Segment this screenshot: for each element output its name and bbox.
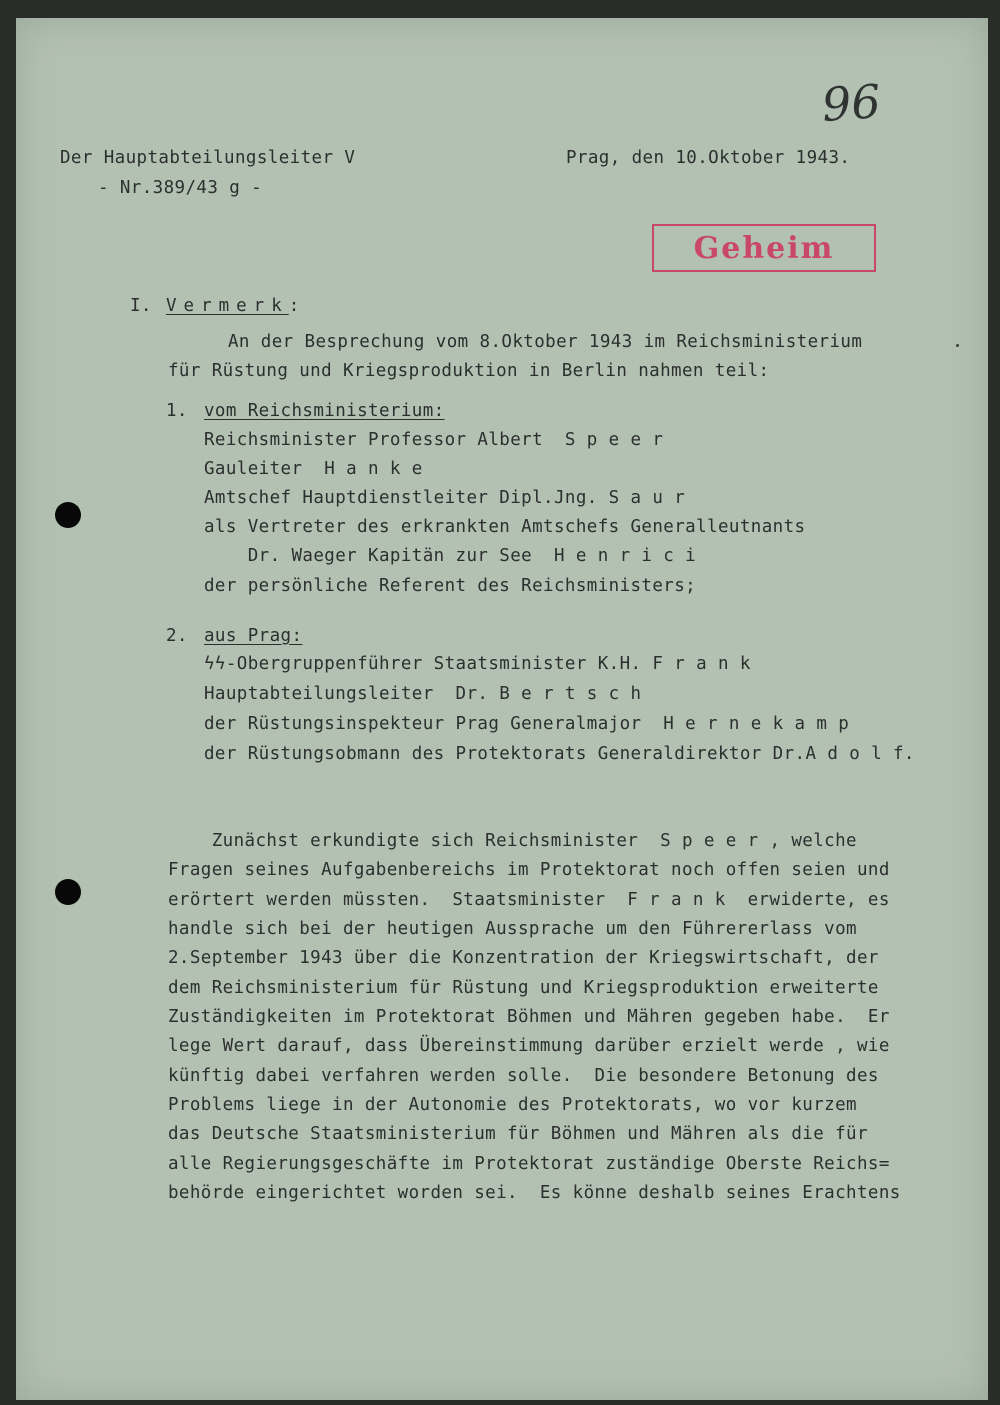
place-date: Prag, den 10.Oktober 1943.: [566, 148, 851, 168]
vermerk-title: Vermerk: [166, 296, 289, 316]
body-line: Zuständigkeiten im Protektorat Böhmen und Mähren gegeben habe. Er: [168, 1007, 890, 1027]
participant-line: als Vertreter des erkrankten Amtschefs Generalleutnants: [204, 517, 806, 537]
participant-line: Dr. Waeger Kapitän zur See H e n r i c i: [204, 546, 697, 566]
section1-number: 1.: [166, 401, 188, 421]
body-line: alle Regierungsgeschäfte im Protektorat zuständige Oberste Reichs=: [168, 1154, 890, 1174]
section1-heading: vom Reichsministerium:: [204, 401, 445, 421]
sender-title: Der Hauptabteilungsleiter V: [60, 148, 356, 168]
participant-line: ϟϟ-Obergruppenführer Staatsminister K.H. F r a n k: [204, 654, 751, 674]
stamp-text: Geheim: [693, 230, 835, 266]
body-line: 2.September 1943 über die Konzentration der Kriegswirtschaft, der: [168, 948, 879, 968]
body-line: Problems liege in der Autonomie des Protektorats, wo vor kurzem: [168, 1095, 857, 1115]
participant-line: der Rüstungsobmann des Protektorats Generaldirektor Dr.A d o l f.: [204, 744, 915, 764]
section2-number: 2.: [166, 626, 188, 646]
secret-stamp: [652, 224, 876, 272]
body-line: erörtert werden müssten. Staatsminister F r a n k erwiderte, es: [168, 890, 890, 910]
body-line: das Deutsche Staatsministerium für Böhmen und Mähren als die für: [168, 1124, 868, 1144]
section2-heading: aus Prag:: [204, 626, 303, 646]
participant-line: Reichsminister Professor Albert S p e e r: [204, 430, 664, 450]
page-number: 96: [820, 74, 883, 132]
participant-line: Gauleiter H a n k e: [204, 459, 423, 479]
intro-line: für Rüstung und Kriegsproduktion in Berlin nahmen teil:: [168, 361, 770, 381]
participant-line: Hauptabteilungsleiter Dr. B e r t s c h: [204, 684, 642, 704]
intro-line: An der Besprechung vom 8.Oktober 1943 im Reichsministerium: [228, 332, 863, 352]
reference-number: - Nr.389/43 g -: [98, 178, 263, 198]
body-line: lege Wert darauf, dass Übereinstimmung darüber erzielt werde , wie: [168, 1036, 890, 1056]
vermerk-number: I.: [130, 296, 152, 316]
vermerk-colon: :: [288, 296, 300, 316]
body-line: Zunächst erkundigte sich Reichsminister S p e e r , welche: [168, 831, 857, 851]
punch-hole: [55, 502, 81, 528]
document-page: [16, 18, 988, 1400]
punch-hole: [55, 879, 81, 905]
body-line: handle sich bei der heutigen Aussprache um den Führererlass vom: [168, 919, 857, 939]
ink-dot: [956, 344, 959, 347]
vermerk-heading: [166, 296, 300, 316]
body-line: behörde eingerichtet worden sei. Es könne deshalb seines Erachtens: [168, 1183, 901, 1203]
participant-line: der persönliche Referent des Reichsministers;: [204, 576, 697, 596]
participant-line: Amtschef Hauptdienstleiter Dipl.Jng. S a u r: [204, 488, 686, 508]
participant-line: der Rüstungsinspekteur Prag Generalmajor H e r n e k a m p: [204, 714, 850, 734]
body-line: Fragen seines Aufgabenbereichs im Protektorat noch offen seien und: [168, 860, 890, 880]
body-line: dem Reichsministerium für Rüstung und Kriegsproduktion erweiterte: [168, 978, 879, 998]
body-line: künftig dabei verfahren werden solle. Die besondere Betonung des: [168, 1066, 879, 1086]
